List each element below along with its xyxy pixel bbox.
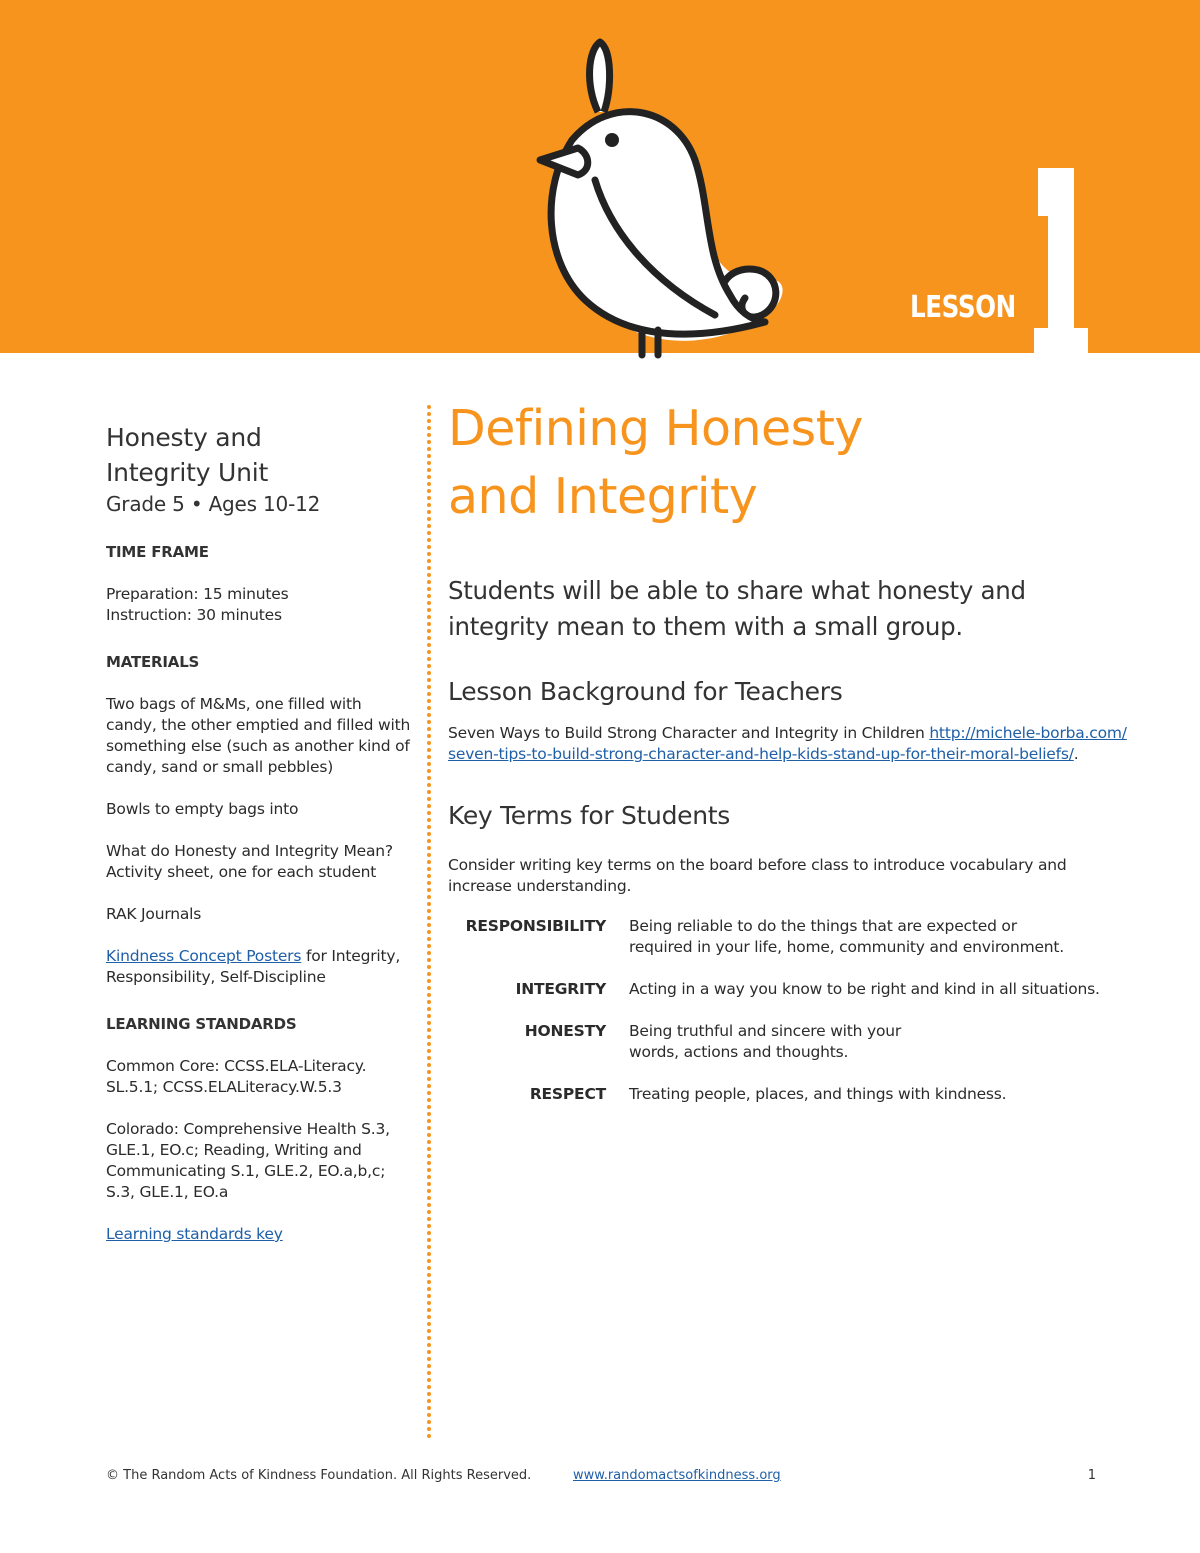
term-definition: Treating people, places, and things with kindness. <box>629 1085 1007 1103</box>
page-number: 1 <box>1087 1468 1096 1483</box>
key-terms-intro: Consider writing key terms on the board before class to introduce vocabulary and increase understanding. <box>448 856 1067 895</box>
term-row <box>448 916 1128 958</box>
lesson-title <box>448 395 1128 531</box>
key-terms-heading: Key Terms for Students <box>448 801 730 830</box>
term-definition: Being reliable to do the things that are expected or required in your life, home, community and environment. <box>629 917 1065 956</box>
background-link[interactable]: http://michele-borba.com/seven-tips-to-build-strong-character-and-help-kids-stand-up-for-their-moral-beliefs/ <box>448 724 1127 763</box>
term-name: RESPECT <box>529 1085 606 1103</box>
term-name: RESPONSIBILITY <box>465 917 606 935</box>
material-item: What do Honesty and Integrity Mean? Activity sheet, one for each student <box>106 842 393 881</box>
background-text <box>448 723 1128 765</box>
instruction-time: Instruction: 30 minutes <box>106 606 282 624</box>
header-banner <box>0 0 1200 353</box>
lesson-title-line2: and Integrity <box>448 468 758 525</box>
learning-standards-heading: LEARNING STANDARDS <box>106 1015 297 1033</box>
background-description: Seven Ways to Build Strong Character and Integrity in Children <box>448 724 930 742</box>
term-name: HONESTY <box>524 1022 606 1040</box>
term-definition: Acting in a way you know to be right and kind in all situations. <box>629 980 1100 998</box>
material-item: Two bags of M&Ms, one filled with candy, the other emptied and filled with something else (such as another kind of candy, sand or small pebbles) <box>106 695 411 776</box>
key-terms-list <box>448 916 1128 1105</box>
unit-title <box>106 420 416 490</box>
lesson-label: LESSON <box>910 290 1016 325</box>
term-row <box>448 1084 1128 1105</box>
preparation-time: Preparation: 15 minutes <box>106 585 289 603</box>
material-item: Bowls to empty bags into <box>106 800 299 818</box>
dotted-divider <box>427 405 431 1445</box>
term-row <box>448 979 1128 1000</box>
term-definition: Being truthful and sincere with your words, actions and thoughts. <box>629 1022 902 1061</box>
standards-colorado: Colorado: Comprehensive Health S.3, GLE.1, EO.c; Reading, Writing and Communicating S.1, GLE.2, EO.a,b,c; S.3, GLE.1, EO.a <box>106 1120 390 1201</box>
sidebar <box>106 420 416 1245</box>
term-name: INTEGRITY <box>515 980 606 998</box>
term-row <box>448 1021 1128 1063</box>
time-frame-heading: TIME FRAME <box>106 543 209 561</box>
website-link[interactable]: www.randomactsofkindness.org <box>573 1468 781 1483</box>
lesson-number <box>1030 168 1092 355</box>
unit-title-line2: Integrity Unit <box>106 458 269 487</box>
material-item: RAK Journals <box>106 905 202 923</box>
posters-material <box>106 946 416 988</box>
lesson-objective: Students will be able to share what honesty and integrity mean to them with a small group. <box>448 576 1026 641</box>
unit-grade: Grade 5 • Ages 10-12 <box>106 492 321 516</box>
copyright: © The Random Acts of Kindness Foundation. All Rights Reserved. <box>106 1468 532 1483</box>
bird-illustration-icon <box>500 30 800 360</box>
materials-heading: MATERIALS <box>106 653 200 671</box>
background-period: . <box>1073 745 1079 763</box>
posters-text: for Integrity, Responsibility, Self-Discipline <box>106 947 401 986</box>
lesson-title-line1: Defining Honesty <box>448 400 863 457</box>
kindness-posters-link[interactable]: Kindness Concept Posters <box>106 947 302 965</box>
background-heading: Lesson Background for Teachers <box>448 677 843 706</box>
main-content <box>448 395 1128 1126</box>
standards-common-core: Common Core: CCSS.ELA-Literacy. SL.5.1; CCSS.ELALiteracy.W.5.3 <box>106 1057 367 1096</box>
standards-key-link[interactable]: Learning standards key <box>106 1225 283 1243</box>
unit-title-line1: Honesty and <box>106 423 262 452</box>
